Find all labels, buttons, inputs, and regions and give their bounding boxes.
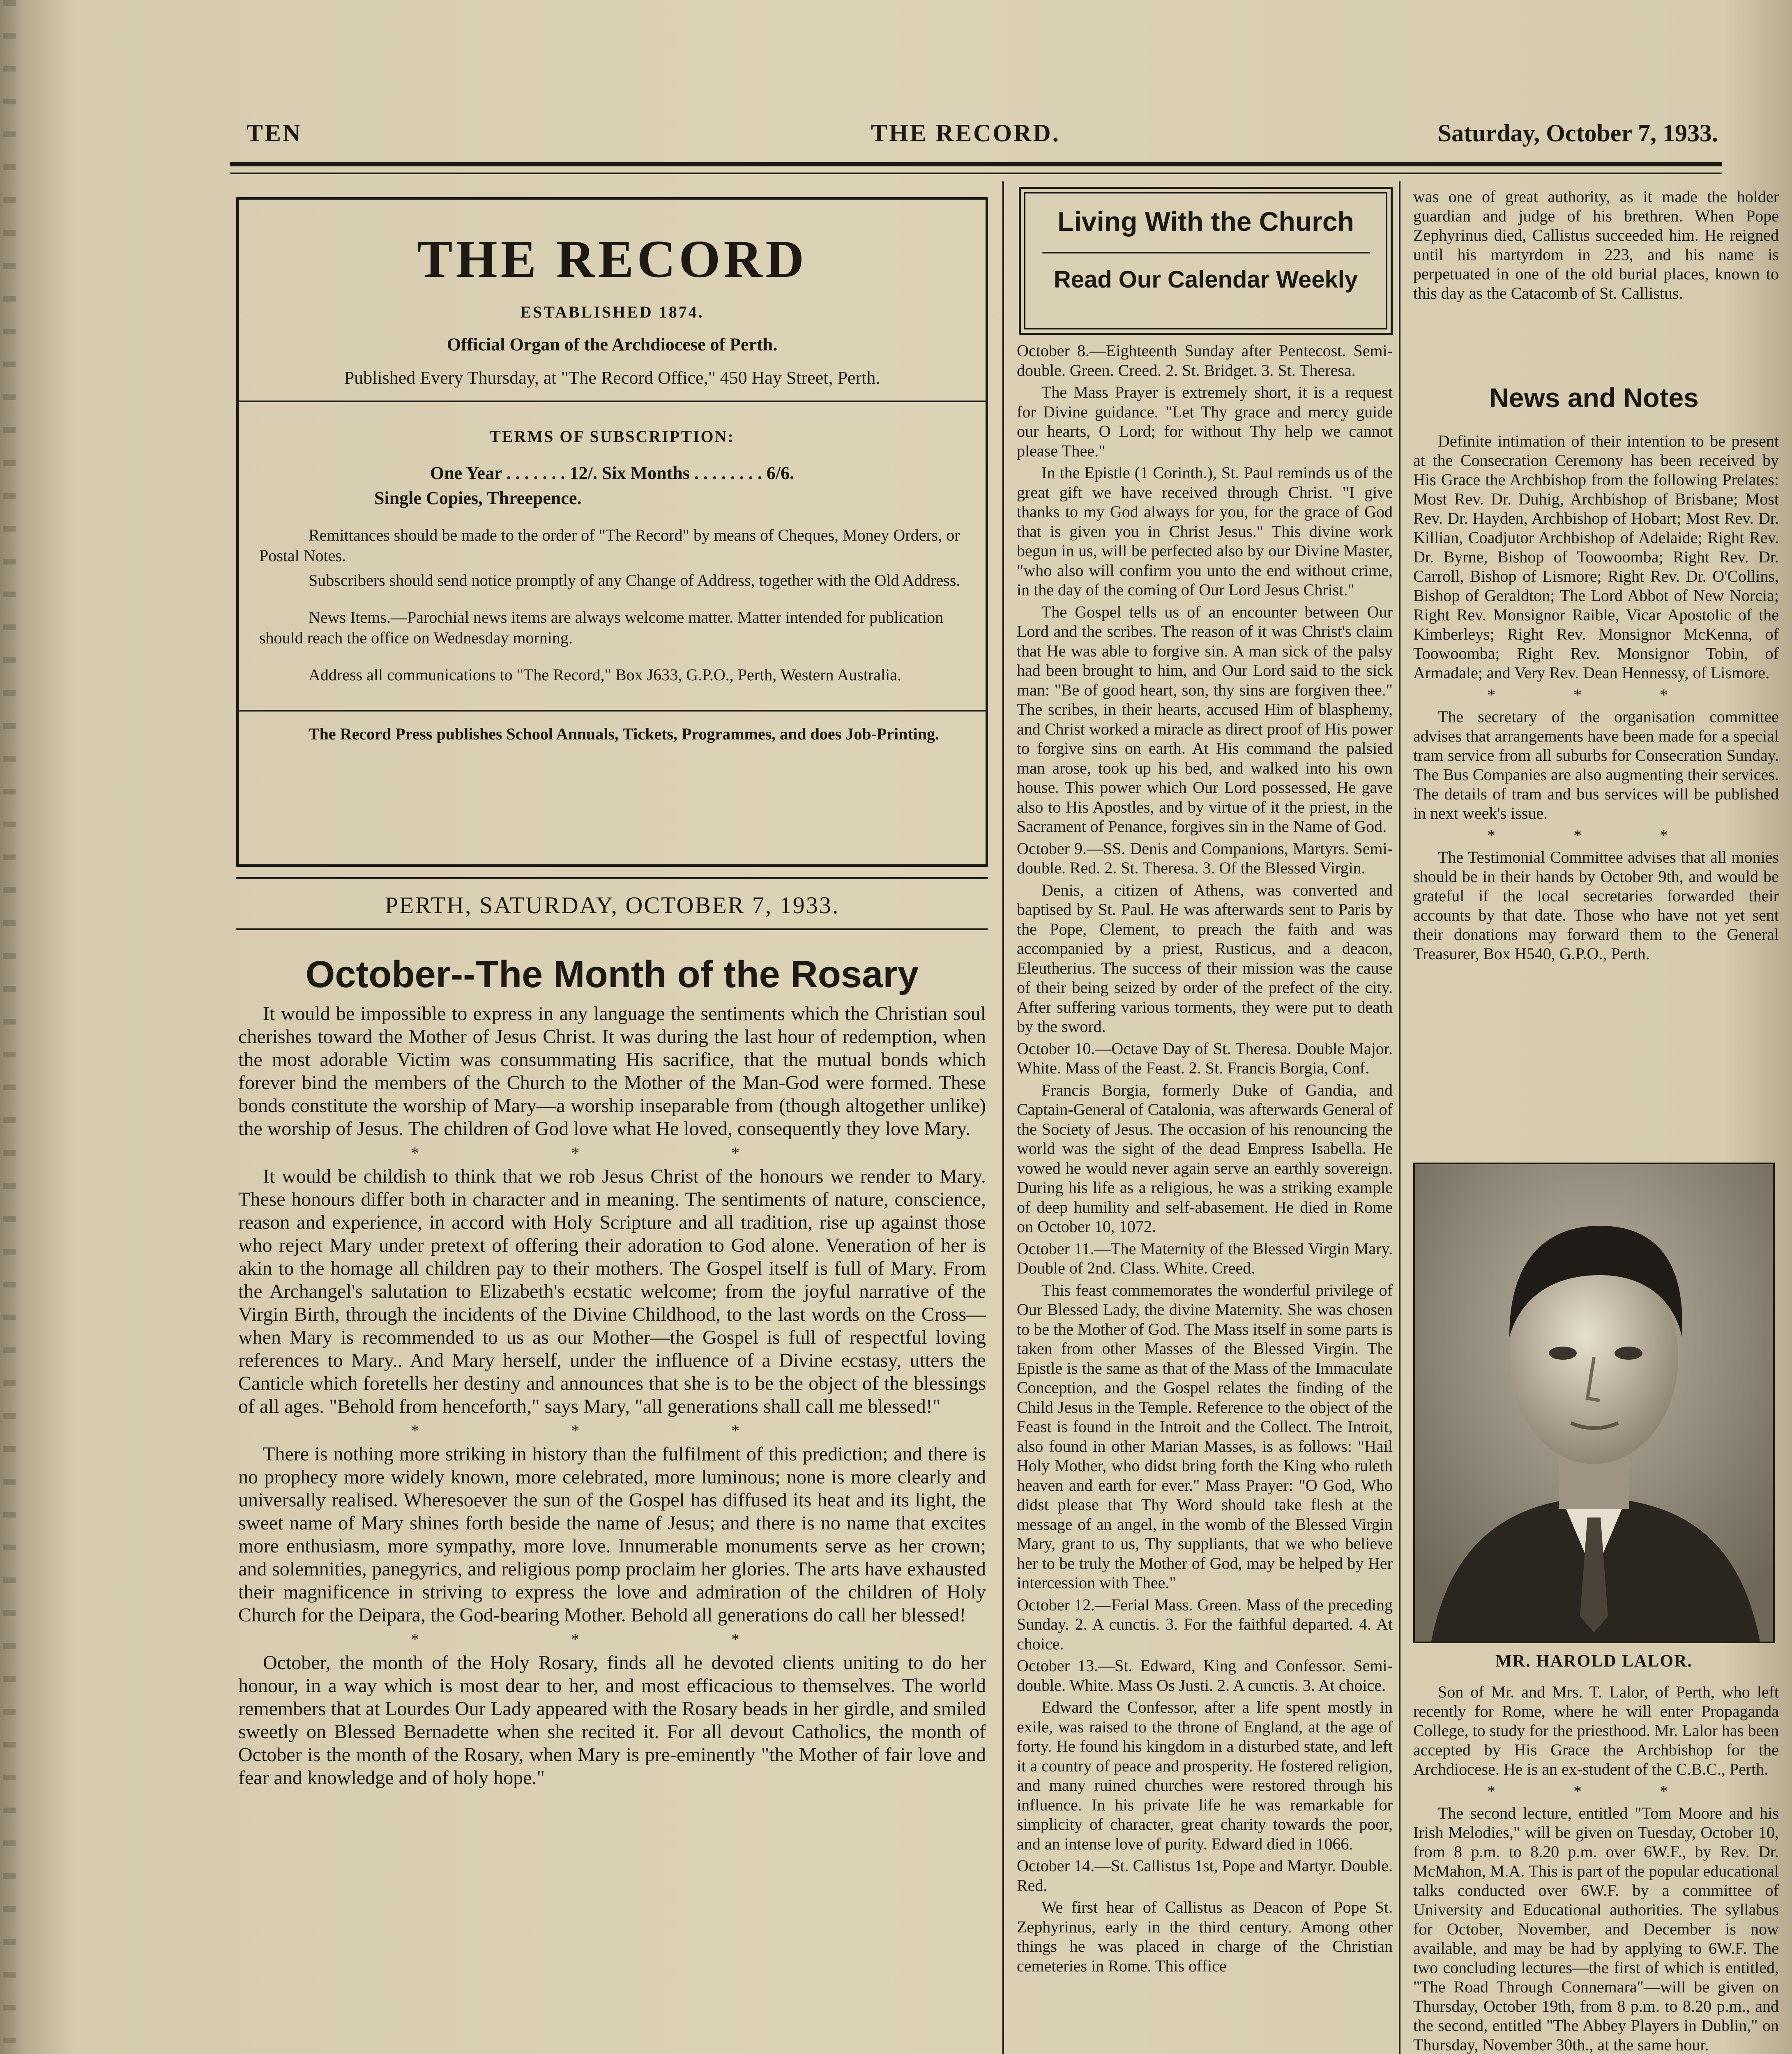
published-line: Published Every Thursday, at "The Record Office," 450 Hay Street, Perth. — [344, 368, 880, 388]
separator-stars: * * * — [1487, 826, 1705, 845]
subscribers: Subscribers should send notice promptly of any Change of Address, together with the Old Address. — [309, 571, 960, 589]
calendar-paragraph: We first hear of Callistus as Deacon of Pope St. Zephyrinus, early in the third century. Among other things he was placed in charge of the Christian cemeteries in Rome. This office — [1017, 1898, 1393, 1975]
rosary-paragraph: October, the month of the Holy Rosary, finds all he devoted clients uniting to do her honour, in a way which is most dear to her, and most efficacious to themselves. The world remembers that at Lourdes Our Lady appeared with the Rosary beads in her girdle, and smiled sweetly on Blessed Bernadette when she recited it. For all devout Catholics, the month of October is the month of the Rosary, when Mary is pre-eminently "the Mother of fair love and fear and knowledge and of holy hope." — [238, 1652, 986, 1789]
right-col-top — [1413, 187, 1779, 305]
established-line: ESTABLISHED 1874. — [520, 303, 704, 321]
section-rule — [236, 877, 988, 879]
single-copies: Single Copies, Threepence. — [374, 488, 582, 508]
calendar-paragraph: Denis, a citizen of Athens, was converted and baptised by St. Paul. He was afterwards sent to Paris by the Pope, Clement, to preach the faith and was accompanied by a priest, Rusticus, and a deacon, Eleutherius. The success of their mission was the cause of their being seized by order of the prefect of the city. After suffering various torments, they were put to death by the sword. — [1017, 880, 1393, 1036]
remittances: Remittances should be made to the order of "The Record" by means of Cheques, Money Orders, or Postal Notes. — [259, 526, 960, 565]
calendar-paragraph: October 11.—The Maternity of the Blessed Virgin Mary. Double of 2nd. Class. White. Creed. — [1017, 1239, 1393, 1277]
box-line-1: Living With the Church — [1057, 206, 1354, 237]
news-paragraph: was one of great authority, as it made the holder guardian and judge of his brethren. When Pope Zephyrinus died, Callistus succeeded him. He reigned until his martyrdom in 223, and his name is perpetuated in one of the old burial places, known to this day as the Catacomb of St. Callistus. — [1413, 187, 1779, 302]
separator-stars: * * * — [411, 1144, 813, 1162]
separator-stars: * * * — [411, 1421, 813, 1440]
calendar-paragraph: October 10.—Octave Day of St. Theresa. Double Major. White. Mass of the Feast. 2. St. Francis Borgia, Conf. — [1017, 1039, 1393, 1077]
address: Address all communications to "The Record," Box J633, G.P.O., Perth, Western Australia. — [309, 665, 901, 684]
living-with-church-box — [1019, 187, 1393, 335]
record-title: THE RECORD — [417, 230, 808, 289]
calendar-paragraph: Francis Borgia, formerly Duke of Gandia, and Captain-General of Catalonia, was afterwards General of the Society of Jesus. The occasion of his renouncing the world was the sight of the dead Empress Isabella. He vowed he would never again serve an earthly sovereign. During his life as a religious, he was a striking example of deep humility and self-abasement. He died in Rome on October 10, 1072. — [1017, 1080, 1393, 1236]
section-rule — [236, 928, 988, 930]
church-calendar — [1017, 341, 1393, 1978]
rosary-article — [238, 1002, 986, 1792]
calendar-paragraph: The Gospel tells us of an encounter between Our Lord and the scribes. The reason of it was Christ's claim that He was able to forgive sin. A man sick of the palsy had been brought to him, and Our Lord said to the sick man: "Be of good heart, son, thy sins are forgiven thee." The scribes, in their hearts, accused Him of blasphemy, and Christ worked a miracle as direct proof of His power to forgive sins on earth. At His command the palsied man arose, took up his bed, and walked into his own house. This power which Our Lord possessed, He gave also to His Apostles, and by virtue of it the priest, in the Sacrament of Penance, forgives sin in the Name of God. — [1017, 602, 1393, 836]
issue-date: Saturday, October 7, 1933. — [1437, 120, 1718, 147]
news-paragraph: The second lecture, entitled "Tom Moore and his Irish Melodies," will be given on Tuesday, October 10, from 8 p.m. to 8.20 p.m. over 6W.F., by Rev. Dr. McMahon, M.A. This is part of the popular educational talks conducted over 6W.F. by a committee of University and Educational authorities. The syllabus for October, November, and December is now available, and may be had by applying to 6W.F. The two concluding lectures—the first of which is entitled, "The Road Through Connemara"—will be given on Thursday, October 19th, from 8 p.m. to 8.20 p.m., and the second, entitled "The Abbey Players in Dublin," on Thursday, November 30th., at the same hour. — [1413, 1804, 1779, 2054]
separator-stars: * * * — [1487, 686, 1705, 704]
news-paragraph: Son of Mr. and Mrs. T. Lalor, of Perth, who left recently for Rome, where he will enter Propaganda College, to study for the priesthood. Mr. Lalor has been accepted by His Grace the Archbishop for the Archdiocese. He is an ex-student of the C.B.C., Perth. — [1413, 1683, 1779, 1778]
living-with-church-inner — [1024, 192, 1387, 329]
separator-stars: * * * — [1487, 1782, 1705, 1801]
record-press: The Record Press publishes School Annuals, Tickets, Programmes, and does Job-Printing. — [309, 725, 939, 743]
box-line-2: Read Our Calendar Weekly — [1053, 266, 1358, 293]
masthead-rule-thin — [230, 173, 1722, 174]
news-notes-top — [1413, 431, 1779, 966]
box-rule — [239, 401, 986, 402]
news-items: News Items.—Parochial news items are always welcome matter. Matter intended for publication should reach the office on Wednesday morning. — [259, 608, 944, 647]
calendar-paragraph: In the Epistle (1 Corinth.), St. Paul reminds us of the great gift we have received through Christ. "I give thanks to my God always for you, for the grace of God that is given you in Christ Jesus." This divine work begun in us, will be perfected also by our Divine Master, "who also will confirm you unto the end without crime, in the day of the coming of Our Lord Jesus Christ." — [1017, 463, 1393, 599]
column-divider — [1399, 181, 1400, 2054]
calendar-paragraph: October 8.—Eighteenth Sunday after Pentecost. Semi-double. Green. Creed. 2. St. Bridget. 3. St. Theresa. — [1017, 341, 1393, 380]
portrait-photo — [1413, 1163, 1775, 1643]
masthead-rule — [230, 162, 1722, 166]
calendar-paragraph: October 13.—St. Edward, King and Confessor. Semi-double. White. Mass Os Justi. 2. A cunctis. 3. At choice. — [1017, 1656, 1393, 1695]
rosary-heading: October--The Month of the Rosary — [305, 953, 919, 995]
box-rule — [1042, 252, 1370, 253]
calendar-paragraph: October 12.—Ferial Mass. Green. Mass of the preceding Sunday. 2. A cunctis. 3. For the faithful departed. 4. At choice. — [1017, 1595, 1393, 1653]
news-paragraph: Definite intimation of their intention to be present at the Consecration Ceremony has been received by His Grace the Archbishop from the following Prelates: Most Rev. Dr. Duhig, Archbishop of Brisbane; Most Rev. Dr. Hayden, Archbishop of Hobart; Most Rev. Dr. Killian, Coadjutor Archbishop of Adelaide; Right Rev. Dr. Byrne, Bishop of Toowoomba; Right Rev. Dr. Carroll, Bishop of Lismore; Right Rev. Dr. O'Collins, Bishop of Geraldton; The Lord Abbot of New Norcia; Right Rev. Monsignor Raible, Vicar Apostolic of the Kimberleys; Right Rev. Monsignor McKenna, of Toowoomba; Right Rev. Monsignor Tobin, of Armadale; and Very Rev. Dean Hennessy, of Lismore. — [1413, 432, 1779, 682]
news-notes-heading: News and Notes — [1489, 382, 1699, 413]
photo-caption: MR. HAROLD LALOR. — [1495, 1652, 1693, 1671]
calendar-paragraph: October 14.—St. Callistus 1st, Pope and Martyr. Double. Red. — [1017, 1856, 1393, 1895]
dateline: PERTH, SATURDAY, OCTOBER 7, 1933. — [385, 892, 840, 919]
official-organ: Official Organ of the Archdiocese of Perth. — [447, 334, 778, 355]
calendar-paragraph: October 9.—SS. Denis and Companions, Martyrs. Semi-double. Red. 2. St. Theresa. 3. Of the Blessed Virgin. — [1017, 839, 1393, 877]
record-info-box — [236, 197, 988, 867]
paper-name: THE RECORD. — [871, 120, 1060, 147]
news-notes-bottom — [1413, 1682, 1779, 2054]
news-paragraph: The Testimonial Committee advises that all monies should be in their hands by October 9th, and would be grateful if the local secretaries forwarded their accounts by that date. Those who have not yet sent their donations may forward them to the General Treasurer, Box H540, G.P.O., Perth. — [1413, 848, 1779, 963]
calendar-paragraph: This feast commemorates the wonderful privilege of Our Blessed Lady, the divine Maternity. She was chosen to be the Mother of God. The Mass itself in some parts is taken from other Masses of the Blessed Virgin. The Epistle is the same as that of the Mass of the Immaculate Conception, and the Gospel relates the finding of the Child Jesus in the Temple. Reference to the object of the Feast is found in the Introit and the Collect. The Introit, also found in other Marian Masses, is as follows: "Hail Holy Mother, who didst bring forth the King who ruleth heaven and earth for ever." Mass Prayer: "O God, Who didst please that Thy Word should take flesh at the message of an angel, in the womb of the Blessed Virgin Mary, grant to us, Thy suppliants, that we who believe her to be truly the Mother of God, may be helped by Her intercession with Thee." — [1017, 1280, 1393, 1592]
rosary-paragraph: It would be impossible to express in any language the sentiments which the Christian soul cherishes toward the Mother of Jesus Christ. It was during the last hour of redemption, when the most adorable Victim was consummating His sacrifice, that the mutual bonds which forever bind the members of the Church to the Mother of the Man-God were formed. These bonds constitute the worship of Mary—a worship inseparable from (though altogether unlike) the worship of Jesus. The children of God love what He loved, consequently they love Mary. — [238, 1003, 986, 1140]
column-divider — [1002, 181, 1004, 2054]
portrait-image — [1415, 1164, 1773, 1642]
terms-heading: TERMS OF SUBSCRIPTION: — [490, 427, 735, 446]
news-paragraph: The secretary of the organisation committee advises that arrangements have been made for a special tram service from all suburbs for Consecration Sunday. The Bus Companies are also augmenting their services. The details of tram and bus services will be published in next week's issue. — [1413, 707, 1779, 822]
calendar-paragraph: Edward the Confessor, after a life spent mostly in exile, was raised to the throne of England, at the age of forty. He found his kingdom in a disturbed state, and left it a country of peace and prosperity. He fostered religion, and many ruined churches were restored through his influence. In his private life he was remarkable for simplicity of character, great charity towards the poor, and an intense love of purity. Edward died in 1066. — [1017, 1698, 1393, 1853]
rosary-paragraph: It would be childish to think that we rob Jesus Christ of the honours we render to Mary. These honours differ both in character and in meaning. The sentiments of nature, conscience, reason and experience, in accord with Holy Scripture and all tradition, rise up against those who reject Mary under pretext of offering their adoration to God alone. Veneration of her is akin to the homage all children pay to their mothers. The Gospel itself is full of Mary. From the Archangel's salutation to Elizabeth's ecstatic welcome; from the joyful narrative of the Virgin Birth, through the incidents of the Divine Childhood, to the last words on the Cross—when Mary is recommended to us as our Mother—the Gospel is full of respectful loving references to Mary.. And Mary herself, under the influence of a Divine ecstasy, utters the Canticle which foretells her destiny and announces that she is to be the object of the blessings of all ages. "Behold from henceforth," says Mary, "all generations shall call me blessed!" — [238, 1165, 986, 1417]
terms-line: One Year . . . . . . . 12/. Six Months . . . . . . . . 6/6. — [430, 463, 795, 483]
calendar-paragraph: The Mass Prayer is extremely short, it is a request for Divine guidance. "Let Thy grace and mercy guide our hearts, O Lord; for without Thy help we cannot please Thee." — [1017, 383, 1393, 460]
rosary-paragraph: There is nothing more striking in history than the fulfilment of this prediction; and there is no prophecy more widely known, more celebrated, more luminous; none is more clearly and universally realised. Wheresoever the sun of the Gospel has diffused its heat and its light, the sweet name of Mary shines forth beside the name of Jesus; and there is no name that excites more enthusiasm, more sympathy, more love. Innumerable monuments serve as her crown; and solemnities, panegyrics, and religious pomp proclaim her glories. The arts have exhausted their magnificence in striving to express the love and admiration of the children of Holy Church for the Deipara, the God-bearing Mother. Behold all generations do call her blessed! — [238, 1443, 986, 1626]
separator-stars: * * * — [411, 1630, 813, 1649]
box-rule — [239, 710, 986, 712]
page-number: TEN — [246, 120, 302, 147]
binding-edge — [3, 0, 16, 2054]
